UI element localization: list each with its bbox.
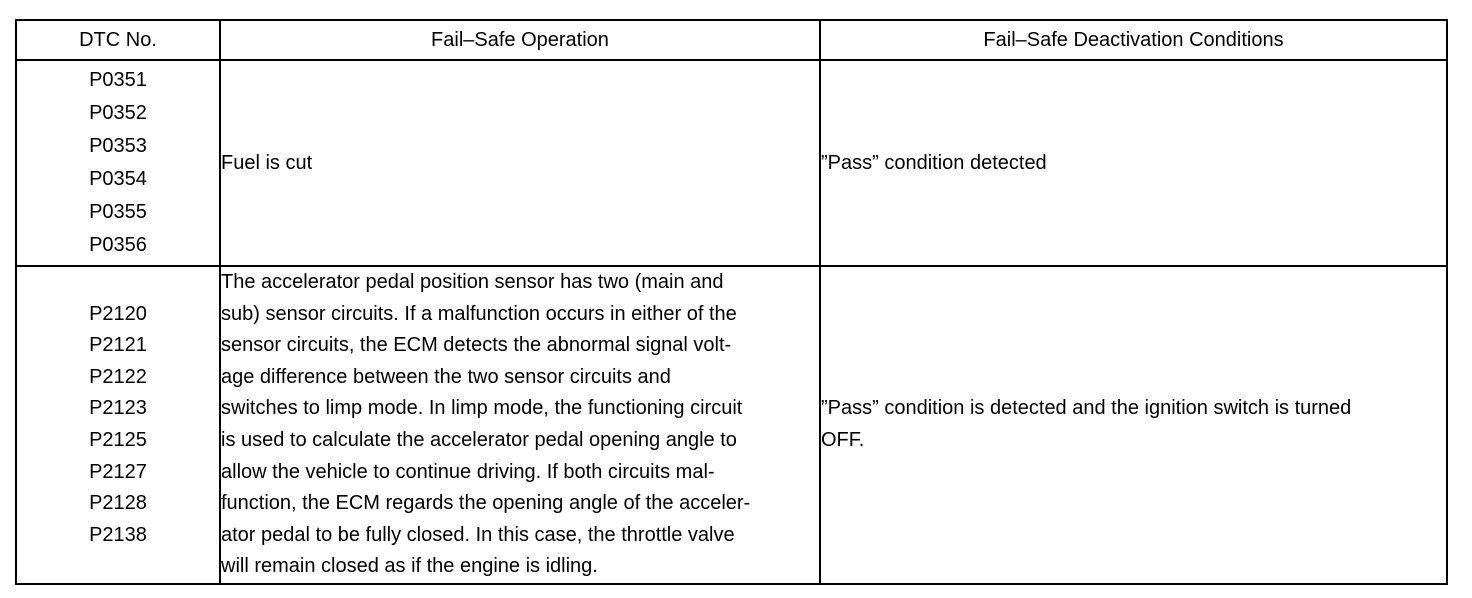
dtc-code: P0351 — [89, 69, 147, 91]
operation-text-line: The accelerator pedal position sensor has two (main and — [221, 271, 724, 293]
deactivation-text-line: OFF. — [821, 428, 865, 451]
operation-text-line: function, the ECM regards the opening angle of the acceler- — [221, 492, 751, 515]
dtc-code: P0352 — [89, 102, 147, 124]
dtc-code: P2138 — [89, 523, 147, 546]
operation-text-line: ator pedal to be fully closed. In this case, the throttle valve — [221, 523, 735, 546]
operation-text-line: Fuel is cut — [221, 151, 313, 174]
fail-safe-operation-cell — [220, 60, 820, 266]
dtc-code: P2122 — [89, 365, 147, 388]
deactivation-text-line: ”Pass” condition detected — [821, 151, 1047, 174]
table-row — [16, 266, 1447, 584]
fail-safe-operation-cell — [220, 266, 820, 584]
operation-text-line: sub) sensor circuits. If a malfunction occurs in either of the — [221, 302, 737, 325]
operation-text-line: will remain closed as if the engine is idling. — [221, 555, 598, 578]
dtc-code: P2121 — [89, 334, 147, 357]
fail-safe-table — [15, 19, 1448, 585]
operation-text-line: switches to limp mode. In limp mode, the functioning circuit — [221, 397, 743, 420]
dtc-code: P0356 — [89, 234, 147, 256]
dtc-code: P2120 — [89, 302, 147, 325]
dtc-code: P2127 — [89, 460, 147, 483]
dtc-cell — [16, 266, 220, 584]
header-fail-safe-operation: Fail–Safe Operation — [220, 20, 820, 60]
dtc-code: P0354 — [89, 168, 147, 190]
header-dtc-no: DTC No. — [16, 20, 220, 60]
operation-text-line: allow the vehicle to continue driving. If both circuits mal- — [221, 460, 715, 483]
operation-text-line: is used to calculate the accelerator pedal opening angle to — [221, 428, 737, 451]
dtc-code: P2123 — [89, 397, 147, 420]
deactivation-condition-cell — [820, 60, 1447, 266]
table-header-row — [16, 20, 1447, 60]
table-row — [16, 60, 1447, 266]
deactivation-condition-cell — [820, 266, 1447, 584]
operation-text-line: sensor circuits, the ECM detects the abnormal signal volt- — [221, 334, 732, 357]
dtc-code: P2128 — [89, 492, 147, 515]
dtc-code: P2125 — [89, 428, 147, 451]
operation-text-line: age difference between the two sensor circuits and — [221, 365, 671, 388]
header-deactivation-conditions: Fail–Safe Deactivation Conditions — [820, 20, 1447, 60]
dtc-code: P0355 — [89, 201, 147, 223]
dtc-cell — [16, 60, 220, 266]
dtc-code: P0353 — [89, 135, 147, 157]
deactivation-text-line: ”Pass” condition is detected and the ignition switch is turned — [821, 397, 1352, 420]
